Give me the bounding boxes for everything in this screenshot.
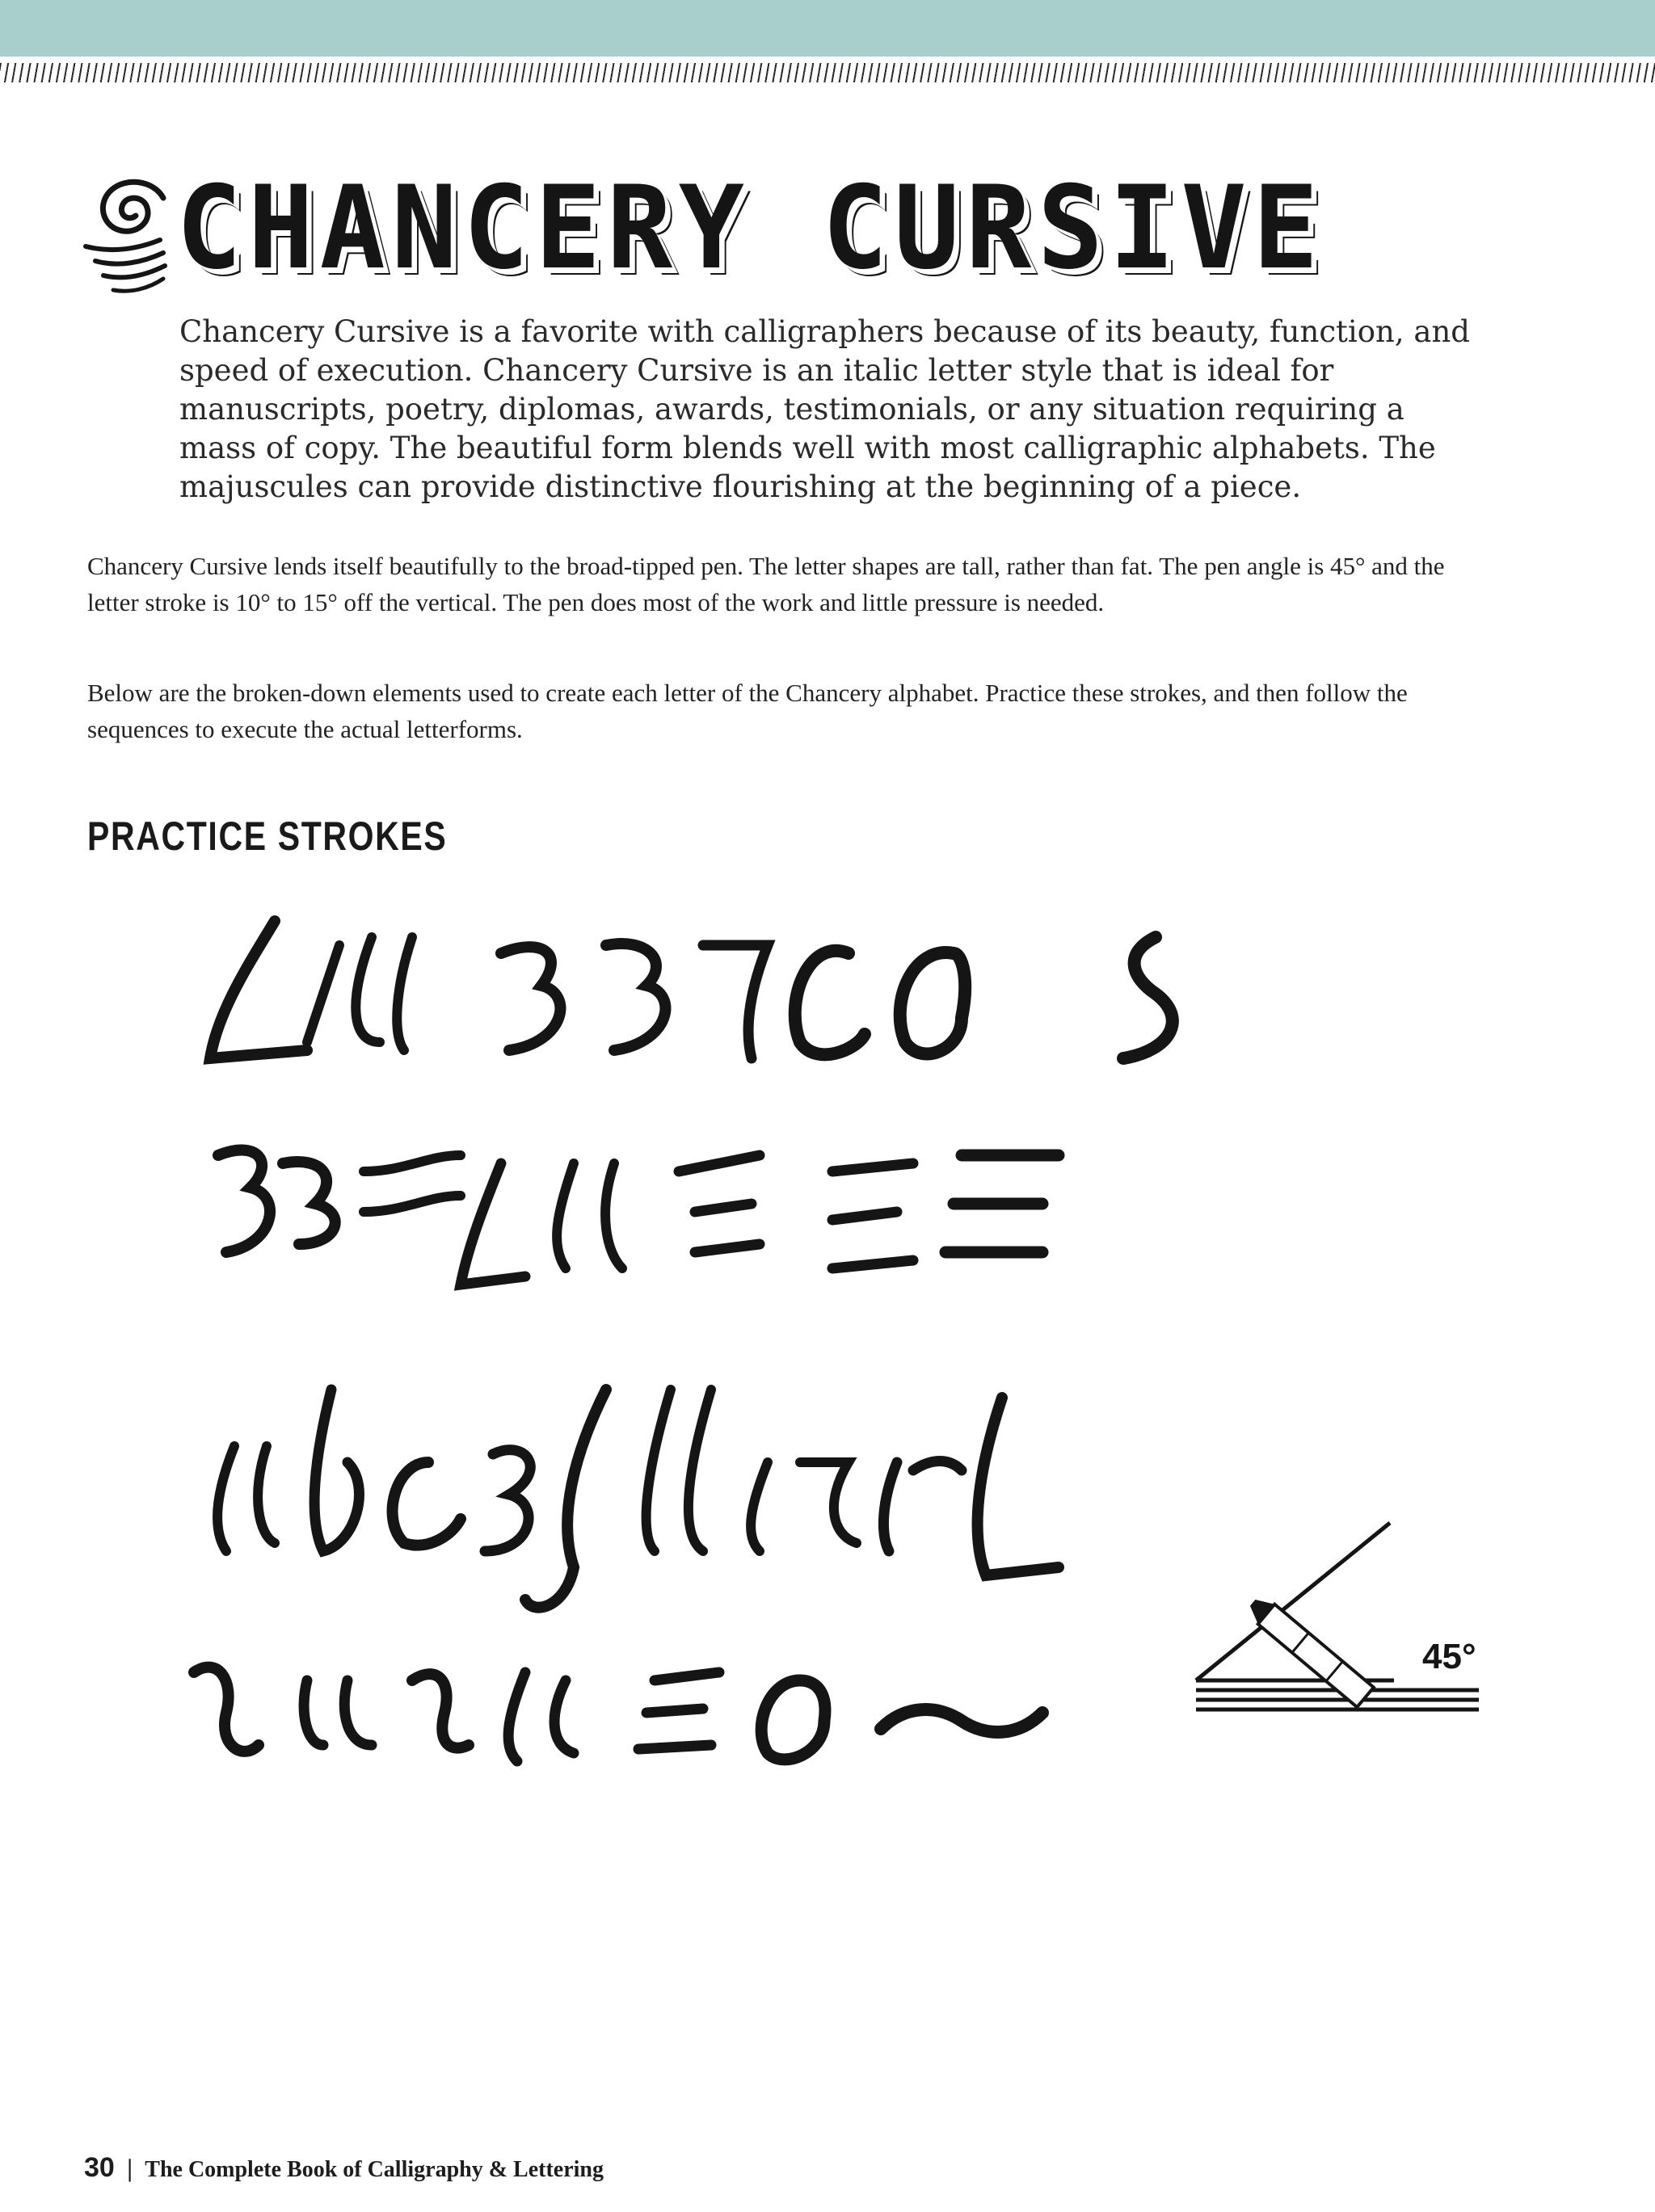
page-footer	[84, 2152, 604, 2184]
page-number: 30	[84, 2152, 115, 2183]
swirl-ornament-icon	[79, 166, 180, 299]
body-paragraph-pen-angle: Chancery Cursive lends itself beautifully to the broad-tipped pen. The letter shapes are tall, rather than fat. The pen angle is 45° and the letter stroke is 10° to 15° off the vertical. The pen does most of the work and little pressure is needed.	[87, 552, 1445, 616]
pen-angle-diagram-icon	[1184, 1519, 1491, 1761]
practice-strokes-row-2	[218, 1150, 1059, 1285]
book-title: The Complete Book of Calligraphy & Lettering	[145, 2157, 604, 2182]
practice-strokes-row-3	[217, 1390, 1059, 1608]
top-color-band	[0, 0, 1655, 57]
footer-separator: |	[125, 2155, 134, 2182]
angle-label: 45°	[1422, 1637, 1476, 1676]
practice-strokes-row-4	[194, 1667, 1042, 1761]
section-heading: PRACTICE STROKES	[87, 814, 448, 859]
body-paragraph-elements: Below are the broken-down elements used to create each letter of the Chancery alphabet. Practice these strokes, and then follow the sequences to execute the actual letterforms.	[87, 679, 1408, 743]
hatched-rule	[0, 63, 1655, 82]
practice-strokes-row-1	[210, 921, 1173, 1058]
page-title: CHANCERY CURSIVE	[176, 162, 1325, 295]
intro-paragraph: Chancery Cursive is a favorite with calligraphers because of its beauty, function, and speed of execution. Chancery Cursive is an italic letter style that is ideal for manuscripts, poetry, diplomas, awards, testimonials, or any situation requiring a mass of copy. The beautiful form blends well with most calligraphic alphabets. The majuscules can provide distinctive flourishing at the beginning of a piece.	[179, 314, 1470, 504]
